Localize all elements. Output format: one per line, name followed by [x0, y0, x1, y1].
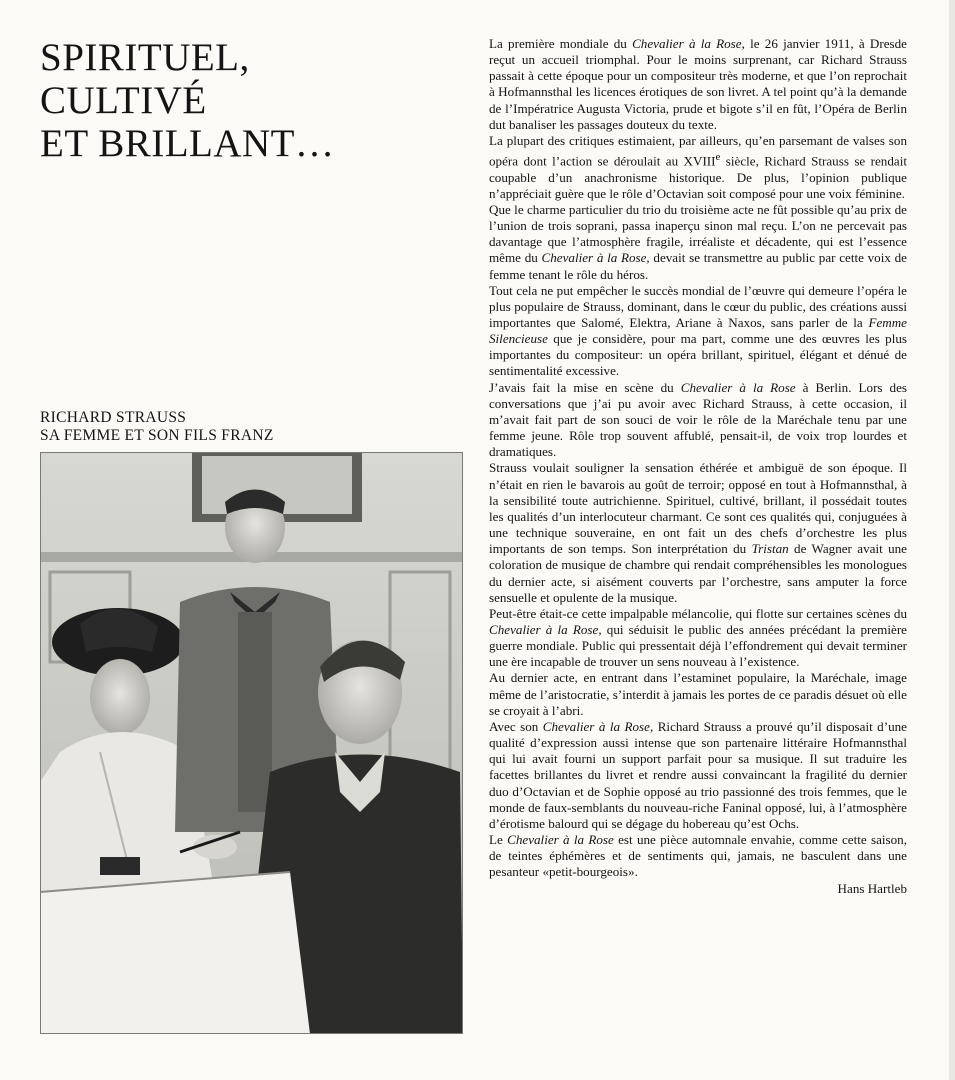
- author-signature: Hans Hartleb: [837, 881, 907, 897]
- article-body: [489, 36, 907, 898]
- caption-line: SA FEMME ET SON FILS FRANZ: [40, 427, 274, 444]
- article-paragraph: Tout cela ne put empêcher le succès mondial de l’œuvre qui demeure l’opéra le plus populaire de Strauss, dominant, dans le cœur du public, des créations aussi importantes que Salomé, Elektra, Ariane à Naxos, sans parler de la Femme Silencieuse que je considère, pour ma part, comme une des œuvres les plus importantes du compositeur: un opéra brillant, spirituel, élégant et dénué de sentimentalité excessive.: [489, 282, 907, 379]
- article-paragraph: J’avais fait la mise en scène du Chevalier à la Rose à Berlin. Lors des conversations que j’ai pu avoir avec Richard Strauss, à cette occasion, il m’avait fait part de son souci de voir le rôle de la Maréchale tenu par une femme jeune. Rôle trop souvent affublé, pensait-il, de voix trop lourdes et dramatiques.: [489, 379, 908, 460]
- photo-portrait-icon: [40, 452, 463, 1034]
- article-paragraph: La plupart des critiques estimaient, par ailleurs, qu’en parsemant de valses son opéra dont l’action se déroulait au XVIIIe siècle, Richard Strauss se rendait coupable d’un anachronisme historique. De plus, l’opinion publique n’appréciait guère que le rôle d’Octavian soit composé pour une voix féminine.: [489, 132, 907, 201]
- article-paragraph: Avec son Chevalier à la Rose, Richard Strauss a prouvé qu’il disposait d’une qualité d’expression aussi intense que son partenaire littéraire Hofmannsthal qui lui avait fourni un support parfait pour sa musique. Il sut traduire les facettes brillantes du livret et rendre aussi convaincant la fragilité du dernier duo d’Octavian et de Sophie opposé au trio passionné des trois femmes, que le monde de faux-semblants du nouveau-riche Faninal opposé, lui, à l’atmosphère d’érotisme balourd qui se dégage du hobereau qu’est Ochs.: [489, 718, 907, 831]
- article-paragraph: La première mondiale du Chevalier à la Rose, le 26 janvier 1911, à Dresde reçut un accueil triomphal. Pour le moins surprenant, car Richard Strauss passait à cette époque pour un compositeur très moderne, et que l’on reprochait à Hofmannsthal les licences érotiques de son livret. A tel point qu’à la demande de l’Impératrice Augusta Victoria, prude et bigote s’il en fût, l’Opéra de Berlin dut banaliser les passages douteux du texte.: [489, 36, 907, 132]
- title-line: ET BRILLANT…: [40, 122, 335, 165]
- article-paragraph: Le Chevalier à la Rose est une pièce automnale envahie, comme cette saison, de teintes éphémères et de sentiments qui, jamais, ne basculent dans une pesanteur «petit-bourgeois».: [489, 832, 907, 880]
- page-title: [40, 36, 460, 165]
- caption-line: RICHARD STRAUSS: [40, 409, 187, 426]
- article-paragraph: Que le charme particulier du trio du troisième acte ne fût possible qu’au prix de l’union de trois soprani, passa inaperçu sinon mal reçu. L’on ne percevait pas davantage que l’atmosphère fragile, irréaliste et décadente, qui est l’essence même du Chevalier à la Rose, devait se transmettre au public par cette voix de femme tenant le rôle du héros.: [489, 201, 907, 282]
- article-paragraph: Peut-être était-ce cette impalpable mélancolie, qui flotte sur certaines scènes du Chevalier à la Rose, qui séduisit le public des années précédant la première guerre mondiale. Public qui pressentait déjà l’effondrement qui devait terminer une ère incapable de trouver un sens nouveau à l’existence.: [489, 605, 907, 670]
- page-edge: [949, 0, 955, 1080]
- photo-caption: [40, 409, 460, 445]
- title-line: CULTIVÉ: [40, 79, 207, 122]
- family-photograph: [40, 452, 463, 1034]
- article-paragraph: Strauss voulait souligner la sensation éthérée et ambiguë de son époque. Il n’était en rien le bavarois au goût de terroir; opposé en tout à Hofmannsthal, à la sensibilité toute autrichienne. Spirituel, cultivé, brillant, il possédait toutes les qualités d’un interlocuteur charmant. Ce sont ces qualités qui, conjuguées à une technique souveraine, en ont fait un des chefs d’orchestre les plus importants de son temps. Son interprétation du Tristan de Wagner avait une coloration de musique de chambre qui rendait compréhensibles les monologues du dernier acte, si aisément couverts par l’orchestre, sans amputer la force sensuelle et opulente de la musique.: [489, 460, 907, 605]
- article-paragraph: Au dernier acte, en entrant dans l’estaminet populaire, la Maréchale, image même de l’aristocratie, s’interdit à jamais les portes de ce paradis désuet où elle se croyait à l’abri.: [489, 670, 907, 718]
- title-line: SPIRITUEL,: [40, 36, 250, 79]
